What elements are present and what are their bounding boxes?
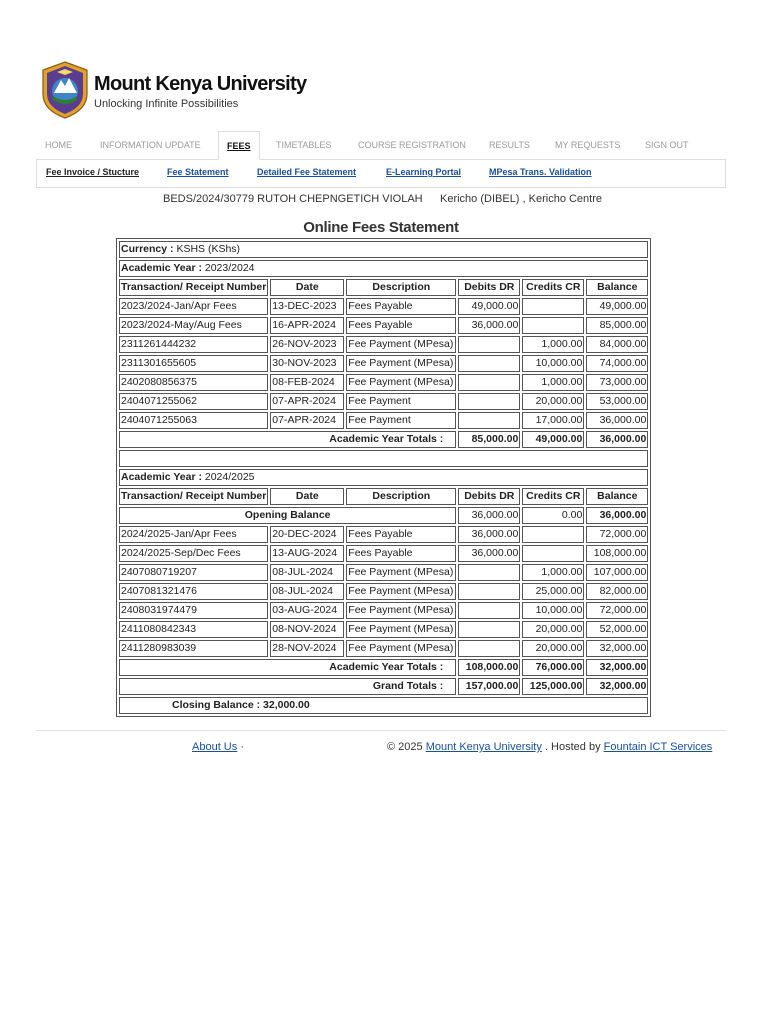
credit: 17,000.00 <box>522 412 584 429</box>
column-header: Date <box>270 279 344 296</box>
credit: 1,000.00 <box>522 564 584 581</box>
column-header: Balance <box>586 279 648 296</box>
footer-copyright <box>387 741 712 753</box>
txn-date: 13-DEC-2023 <box>270 298 344 315</box>
nav-home[interactable]: HOME <box>45 140 72 150</box>
txn-date: 08-JUL-2024 <box>270 564 344 581</box>
txn-description: Fee Payment (MPesa) <box>346 564 456 581</box>
column-header: Transaction/ Receipt Number <box>119 488 268 505</box>
academic-year-row-label: Academic Year : <box>121 262 202 274</box>
table-header-row <box>119 279 648 296</box>
academic-year-row-label: Academic Year : <box>121 471 202 483</box>
txn-date: 16-APR-2024 <box>270 317 344 334</box>
currency-row-label: Currency : <box>121 243 174 255</box>
balance: 73,000.00 <box>586 374 648 391</box>
balance: 108,000.00 <box>586 545 648 562</box>
nav-information-update[interactable]: INFORMATION UPDATE <box>100 140 201 150</box>
table-row <box>119 393 648 410</box>
balance: 84,000.00 <box>586 336 648 353</box>
table-row <box>119 602 648 619</box>
academic-year-row-value: 2023/2024 <box>204 262 255 274</box>
table-row <box>119 355 648 372</box>
receipt-number: 2407081321476 <box>119 583 268 600</box>
academic-year-row-cell <box>119 469 648 486</box>
table-row <box>119 336 648 353</box>
year-totals-row-value: 49,000.00 <box>522 431 584 448</box>
table-row <box>119 412 648 429</box>
txn-description: Fee Payment (MPesa) <box>346 621 456 638</box>
credit: 1,000.00 <box>522 374 584 391</box>
nav-course-registration[interactable]: COURSE REGISTRATION <box>358 140 466 150</box>
year-totals-row-label: Academic Year Totals : <box>119 659 456 676</box>
grand-totals-row-value: 157,000.00 <box>458 678 520 695</box>
year-totals-row-label: Academic Year Totals : <box>119 431 456 448</box>
balance: 72,000.00 <box>586 526 648 543</box>
debit <box>458 583 520 600</box>
txn-description: Fee Payment <box>346 412 456 429</box>
balance: 72,000.00 <box>586 602 648 619</box>
balance: 36,000.00 <box>586 412 648 429</box>
txn-date: 07-APR-2024 <box>270 393 344 410</box>
subnav-mpesa-validation[interactable]: MPesa Trans. Validation <box>489 167 592 177</box>
student-reg: BEDS/2024/30779 RUTOH CHEPNGETICH VIOLAH <box>163 193 423 205</box>
debit <box>458 336 520 353</box>
academic-year-row <box>119 260 648 277</box>
balance: 49,000.00 <box>586 298 648 315</box>
txn-date: 20-DEC-2024 <box>270 526 344 543</box>
footer-divider <box>36 730 726 731</box>
debit <box>458 621 520 638</box>
credit: 20,000.00 <box>522 621 584 638</box>
year-totals-row-value: 108,000.00 <box>458 659 520 676</box>
credit <box>522 545 584 562</box>
debit <box>458 412 520 429</box>
credit <box>522 526 584 543</box>
receipt-number: 2311261444232 <box>119 336 268 353</box>
debit <box>458 374 520 391</box>
grand-totals-row <box>119 678 648 695</box>
table-row <box>119 564 648 581</box>
year-totals-row-value: 32,000.00 <box>586 659 648 676</box>
txn-description: Fee Payment (MPesa) <box>346 583 456 600</box>
receipt-number: 2023/2024-Jan/Apr Fees <box>119 298 268 315</box>
column-header: Balance <box>586 488 648 505</box>
site-name: Mount Kenya University <box>94 73 307 95</box>
credit: 20,000.00 <box>522 393 584 410</box>
subnav-fee-statement[interactable]: Fee Statement <box>167 167 229 177</box>
closing-balance-row <box>119 697 648 714</box>
footer-separator: · <box>240 741 244 753</box>
column-header: Transaction/ Receipt Number <box>119 279 268 296</box>
year-totals-row <box>119 659 648 676</box>
debit: 36,000.00 <box>458 317 520 334</box>
balance: 74,000.00 <box>586 355 648 372</box>
txn-date: 28-NOV-2024 <box>270 640 344 657</box>
fees-subnav <box>36 159 726 188</box>
txn-date: 08-FEB-2024 <box>270 374 344 391</box>
balance: 32,000.00 <box>586 640 648 657</box>
txn-description: Fees Payable <box>346 298 456 315</box>
university-crest-icon <box>40 60 90 120</box>
balance: 85,000.00 <box>586 317 648 334</box>
opening-balance-row <box>119 507 648 524</box>
table-header-row <box>119 488 648 505</box>
nav-sign-out[interactable]: SIGN OUT <box>645 140 689 150</box>
opening-balance-label: Opening Balance <box>119 507 456 524</box>
spacer-cell <box>119 450 648 467</box>
column-header: Credits CR <box>522 488 584 505</box>
table-row <box>119 317 648 334</box>
txn-date: 26-NOV-2023 <box>270 336 344 353</box>
txn-description: Fees Payable <box>346 526 456 543</box>
table-row <box>119 583 648 600</box>
university-link[interactable]: Mount Kenya University <box>425 741 542 753</box>
txn-description: Fee Payment (MPesa) <box>346 374 456 391</box>
table-row <box>119 640 648 657</box>
column-header: Date <box>270 488 344 505</box>
about-us-link[interactable]: About Us <box>192 741 238 753</box>
receipt-number: 2404071255062 <box>119 393 268 410</box>
column-header: Debits DR <box>458 488 520 505</box>
table-row <box>119 374 648 391</box>
grand-totals-row-label: Grand Totals : <box>119 678 456 695</box>
credit: 20,000.00 <box>522 640 584 657</box>
debit <box>458 355 520 372</box>
receipt-number: 2024/2025-Jan/Apr Fees <box>119 526 268 543</box>
column-header: Credits CR <box>522 279 584 296</box>
receipt-number: 2024/2025-Sep/Dec Fees <box>119 545 268 562</box>
column-header: Description <box>346 488 456 505</box>
year-totals-row <box>119 431 648 448</box>
txn-date: 08-JUL-2024 <box>270 583 344 600</box>
currency-row-value: KSHS (KShs) <box>176 243 241 255</box>
academic-year-row <box>119 469 648 486</box>
opening-credit: 0.00 <box>522 507 584 524</box>
copyright-text: © 2025 <box>387 741 423 753</box>
receipt-number: 2407080719207 <box>119 564 268 581</box>
txn-date: 03-AUG-2024 <box>270 602 344 619</box>
opening-balance: 36,000.00 <box>586 507 648 524</box>
receipt-number: 2404071255063 <box>119 412 268 429</box>
currency-row-cell <box>119 241 648 258</box>
hosted-text: . Hosted by <box>544 741 601 753</box>
grand-totals-row-value: 32,000.00 <box>586 678 648 695</box>
nav-fees[interactable]: FEES <box>218 131 260 160</box>
subnav-fee-invoice[interactable]: Fee Invoice / Stucture <box>46 167 140 177</box>
table-row <box>119 298 648 315</box>
txn-description: Fee Payment (MPesa) <box>346 602 456 619</box>
txn-description: Fee Payment <box>346 393 456 410</box>
debit: 36,000.00 <box>458 545 520 562</box>
host-link[interactable]: Fountain ICT Services <box>603 741 713 753</box>
credit: 25,000.00 <box>522 583 584 600</box>
grand-totals-row-value: 125,000.00 <box>522 678 584 695</box>
year-totals-row-value: 36,000.00 <box>586 431 648 448</box>
subnav-elearning-portal[interactable]: E-Learning Portal <box>386 167 462 177</box>
closing-balance: Closing Balance : 32,000.00 <box>119 697 648 714</box>
spacer-row <box>119 450 648 467</box>
debit <box>458 393 520 410</box>
txn-description: Fee Payment (MPesa) <box>346 640 456 657</box>
year-totals-row-value: 85,000.00 <box>458 431 520 448</box>
main-nav <box>36 131 726 159</box>
txn-description: Fees Payable <box>346 317 456 334</box>
txn-date: 08-NOV-2024 <box>270 621 344 638</box>
receipt-number: 2311301655605 <box>119 355 268 372</box>
site-header <box>40 60 540 122</box>
column-header: Debits DR <box>458 279 520 296</box>
debit <box>458 564 520 581</box>
nav-results[interactable]: RESULTS <box>489 140 530 150</box>
academic-year-row-value: 2024/2025 <box>204 471 255 483</box>
fees-statement-table <box>116 238 651 717</box>
year-totals-row-value: 76,000.00 <box>522 659 584 676</box>
academic-year-row-cell <box>119 260 648 277</box>
credit <box>522 317 584 334</box>
receipt-number: 2402080856375 <box>119 374 268 391</box>
txn-date: 07-APR-2024 <box>270 412 344 429</box>
column-header: Description <box>346 279 456 296</box>
receipt-number: 2023/2024-May/Aug Fees <box>119 317 268 334</box>
table-row <box>119 621 648 638</box>
receipt-number: 2411080842343 <box>119 621 268 638</box>
txn-description: Fees Payable <box>346 545 456 562</box>
balance: 82,000.00 <box>586 583 648 600</box>
student-campus: Kericho (DIBEL) , Kericho Centre <box>440 193 603 205</box>
nav-timetables[interactable]: TIMETABLES <box>276 140 332 150</box>
statement-title: Online Fees Statement <box>303 219 459 236</box>
footer-about <box>192 741 244 753</box>
credit: 10,000.00 <box>522 355 584 372</box>
txn-date: 13-AUG-2024 <box>270 545 344 562</box>
balance: 53,000.00 <box>586 393 648 410</box>
table-row <box>119 526 648 543</box>
txn-date: 30-NOV-2023 <box>270 355 344 372</box>
currency-row <box>119 241 648 258</box>
balance: 107,000.00 <box>586 564 648 581</box>
credit: 10,000.00 <box>522 602 584 619</box>
subnav-detailed-fee-statement[interactable]: Detailed Fee Statement <box>257 167 357 177</box>
credit <box>522 298 584 315</box>
credit: 1,000.00 <box>522 336 584 353</box>
site-tagline: Unlocking Infinite Possibilities <box>94 98 239 110</box>
balance: 52,000.00 <box>586 621 648 638</box>
txn-description: Fee Payment (MPesa) <box>346 336 456 353</box>
debit: 49,000.00 <box>458 298 520 315</box>
debit <box>458 640 520 657</box>
debit: 36,000.00 <box>458 526 520 543</box>
debit <box>458 602 520 619</box>
txn-description: Fee Payment (MPesa) <box>346 355 456 372</box>
opening-debit: 36,000.00 <box>458 507 520 524</box>
receipt-number: 2411280983039 <box>119 640 268 657</box>
nav-my-requests[interactable]: MY REQUESTS <box>555 140 621 150</box>
table-row <box>119 545 648 562</box>
receipt-number: 2408031974479 <box>119 602 268 619</box>
